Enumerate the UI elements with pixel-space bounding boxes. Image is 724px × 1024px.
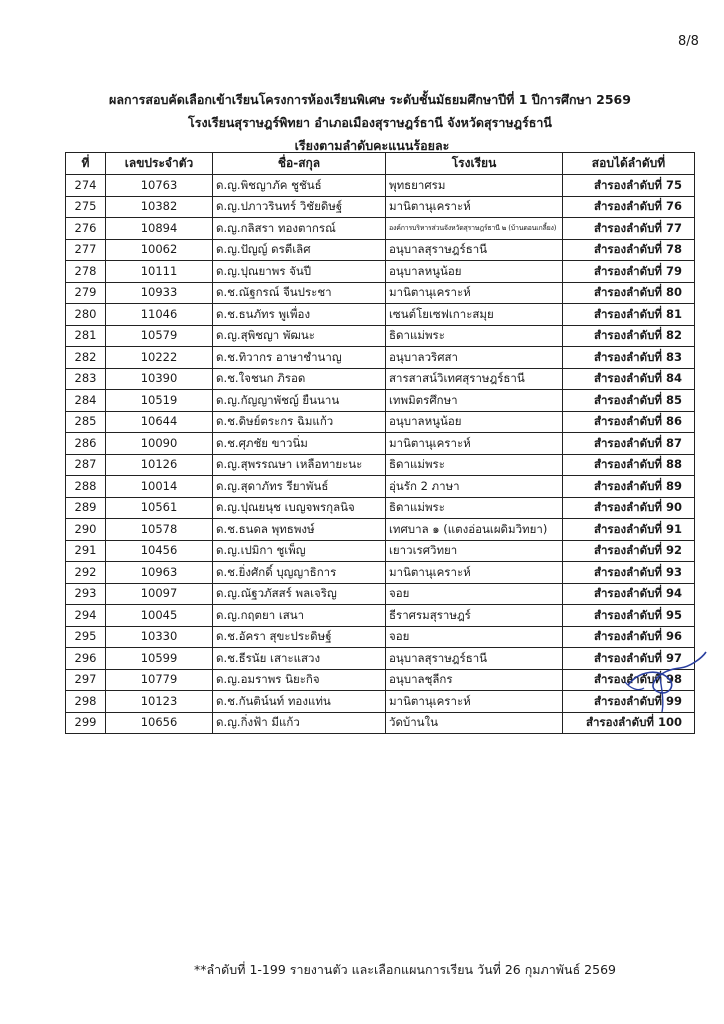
row-no: 299 (66, 712, 106, 734)
row-school: อนุบาลสุราษฎร์ธานี (386, 648, 563, 670)
row-rank: สำรองลำดับที่ 97 (563, 648, 695, 670)
row-student-name: ด.ช.อัครา สุขะประดิษฐ์ (213, 626, 386, 648)
row-student-id: 10014 (106, 476, 213, 498)
row-no: 285 (66, 411, 106, 433)
row-student-name: ด.ญ.กฤตยา เสนา (213, 605, 386, 627)
table-row (66, 648, 695, 670)
row-school: มานิตานุเคราะห์ (386, 196, 563, 218)
row-student-name: ด.ช.ธนภัทร พูเพื่อง (213, 304, 386, 326)
row-school: เทศบาล ๑ (แตงอ่อนเผดิมวิทยา) (386, 519, 563, 541)
row-school: อนุบาลหนูน้อย (386, 411, 563, 433)
row-student-name: ด.ช.ยิ่งศักดิ์ บุญญาธิการ (213, 562, 386, 584)
row-student-name: ด.ญ.ปัญญ์ ดรตีเลิศ (213, 239, 386, 261)
row-rank: สำรองลำดับที่ 90 (563, 497, 695, 519)
table-row (66, 712, 695, 734)
row-student-name: ด.ช.ธนดล พุทธพงษ์ (213, 519, 386, 541)
row-no: 283 (66, 368, 106, 390)
footnote: **ลำดับที่ 1-199 รายงานตัว และเลือกแผนการเรียน วันที่ 26 กุมภาพันธ์ 2569 (194, 962, 616, 977)
document-title: ผลการสอบคัดเลือกเข้าเรียนโครงการห้องเรียนพิเศษ ระดับชั้นมัธยมศึกษาปีที่ 1 ปีการศึกษา 2569 (109, 92, 631, 107)
table-header-row (66, 153, 695, 175)
row-school: มานิตานุเคราะห์ (386, 691, 563, 713)
row-no: 280 (66, 304, 106, 326)
table-row (66, 175, 695, 197)
row-student-name: ด.ญ.ปุณยาพร จันปี (213, 261, 386, 283)
sort-note: เรียงตามลำดับคะแนนร้อยละ (294, 138, 450, 153)
row-student-name: ด.ช.ศุภชัย ขาวนิ่ม (213, 433, 386, 455)
table-row (66, 626, 695, 648)
row-student-id: 10779 (106, 669, 213, 691)
row-no: 294 (66, 605, 106, 627)
row-school: มานิตานุเคราะห์ (386, 562, 563, 584)
row-no: 278 (66, 261, 106, 283)
row-student-name: ด.ญ.พิชญาภัค ชูชันธ์ (213, 175, 386, 197)
row-student-name: ด.ญ.เปมิกา ชูเพ็ญ (213, 540, 386, 562)
row-rank: สำรองลำดับที่ 82 (563, 325, 695, 347)
row-student-name: ด.ญ.สุพิชญา พัฒนะ (213, 325, 386, 347)
row-school: จอย (386, 626, 563, 648)
row-student-name: ด.ญ.กลิสรา ทองตากรณ์ (213, 218, 386, 240)
table-row (66, 282, 695, 304)
row-school: อนุบาลสุราษฎร์ธานี (386, 239, 563, 261)
row-school: ธิดาแม่พระ (386, 454, 563, 476)
row-student-name: ด.ช.ทิวากร อาษาชำนาญ (213, 347, 386, 369)
row-student-id: 10644 (106, 411, 213, 433)
row-school: เซนต์โยเซฟเกาะสมุย (386, 304, 563, 326)
row-student-id: 10126 (106, 454, 213, 476)
row-no: 288 (66, 476, 106, 498)
table-row (66, 669, 695, 691)
table-row (66, 583, 695, 605)
row-no: 275 (66, 196, 106, 218)
table-row (66, 218, 695, 240)
row-rank: สำรองลำดับที่ 96 (563, 626, 695, 648)
col-header-id: เลขประจำตัว (106, 153, 213, 175)
school-name: โรงเรียนสุราษฎร์พิทยา อำเภอเมืองสุราษฎร์ธานี จังหวัดสุราษฎร์ธานี (188, 115, 552, 130)
row-student-name: ด.ช.กันติน์นท์ ทองแท่น (213, 691, 386, 713)
row-school: อนุบาลชุลีกร (386, 669, 563, 691)
results-table (65, 152, 695, 734)
row-student-id: 10382 (106, 196, 213, 218)
row-rank: สำรองลำดับที่ 100 (563, 712, 695, 734)
row-no: 298 (66, 691, 106, 713)
row-student-name: ด.ญ.ปุณยนุช เบญจพรกุลนิจ (213, 497, 386, 519)
table-row (66, 196, 695, 218)
row-student-id: 10763 (106, 175, 213, 197)
row-school: องค์การบริหารส่วนจังหวัดสุราษฎร์ธานี ๒ (บ้านดอนเกลี้ยง) (386, 218, 563, 240)
row-rank: สำรองลำดับที่ 85 (563, 390, 695, 412)
table-row (66, 562, 695, 584)
row-school: ธิดาแม่พระ (386, 325, 563, 347)
row-student-id: 10519 (106, 390, 213, 412)
row-rank: สำรองลำดับที่ 83 (563, 347, 695, 369)
row-student-id: 10330 (106, 626, 213, 648)
table-row (66, 390, 695, 412)
table-row (66, 519, 695, 541)
row-student-id: 10123 (106, 691, 213, 713)
page-number: 8/8 (678, 34, 699, 49)
row-student-id: 10111 (106, 261, 213, 283)
row-no: 281 (66, 325, 106, 347)
row-no: 279 (66, 282, 106, 304)
table-row (66, 347, 695, 369)
row-no: 286 (66, 433, 106, 455)
table-row (66, 304, 695, 326)
col-header-name: ชื่อ-สกุล (213, 153, 386, 175)
row-student-id: 10222 (106, 347, 213, 369)
table-row (66, 368, 695, 390)
row-student-id: 10062 (106, 239, 213, 261)
row-school: เทพมิตรศึกษา (386, 390, 563, 412)
row-no: 289 (66, 497, 106, 519)
table-row (66, 411, 695, 433)
row-rank: สำรองลำดับที่ 88 (563, 454, 695, 476)
row-rank: สำรองลำดับที่ 94 (563, 583, 695, 605)
table-row (66, 454, 695, 476)
row-school: ธิดาแม่พระ (386, 497, 563, 519)
row-rank: สำรองลำดับที่ 89 (563, 476, 695, 498)
col-header-no: ที่ (66, 153, 106, 175)
table-row (66, 325, 695, 347)
row-school: อุ่นรัก 2 ภาษา (386, 476, 563, 498)
row-student-name: ด.ญ.กัญญาพัชญ์ ยืนนาน (213, 390, 386, 412)
row-student-id: 10097 (106, 583, 213, 605)
row-student-id: 10090 (106, 433, 213, 455)
row-student-id: 10045 (106, 605, 213, 627)
row-no: 274 (66, 175, 106, 197)
row-student-id: 10456 (106, 540, 213, 562)
table-row (66, 433, 695, 455)
row-student-name: ด.ช.ธีรนัย เสาะแสวง (213, 648, 386, 670)
row-school: เยาวเรศวิทยา (386, 540, 563, 562)
row-no: 295 (66, 626, 106, 648)
row-rank: สำรองลำดับที่ 87 (563, 433, 695, 455)
row-no: 291 (66, 540, 106, 562)
signature-mark (620, 640, 710, 720)
col-header-school: โรงเรียน (386, 153, 563, 175)
row-school: สารสาสน์วิเทศสุราษฎร์ธานี (386, 368, 563, 390)
row-student-name: ด.ช.ดิษย์ตระกร ฉิมแก้ว (213, 411, 386, 433)
row-student-id: 10963 (106, 562, 213, 584)
row-rank: สำรองลำดับที่ 80 (563, 282, 695, 304)
row-student-name: ด.ญ.ปภาวรินทร์ วิชัยดิษฐ์ (213, 196, 386, 218)
table-row (66, 239, 695, 261)
row-school: จอย (386, 583, 563, 605)
row-rank: สำรองลำดับที่ 99 (563, 691, 695, 713)
row-no: 290 (66, 519, 106, 541)
row-no: 276 (66, 218, 106, 240)
row-student-name: ด.ญ.สุพรรณษา เหลือทายะนะ (213, 454, 386, 476)
row-rank: สำรองลำดับที่ 91 (563, 519, 695, 541)
row-rank: สำรองลำดับที่ 98 (563, 669, 695, 691)
row-no: 284 (66, 390, 106, 412)
row-student-id: 10561 (106, 497, 213, 519)
row-student-id: 10933 (106, 282, 213, 304)
row-student-name: ด.ช.ณัฐกรณ์ จีนประชา (213, 282, 386, 304)
row-student-name: ด.ช.ใจชนก ภิรอด (213, 368, 386, 390)
row-rank: สำรองลำดับที่ 79 (563, 261, 695, 283)
table-row (66, 261, 695, 283)
row-student-id: 10894 (106, 218, 213, 240)
row-rank: สำรองลำดับที่ 76 (563, 196, 695, 218)
table-row (66, 540, 695, 562)
row-no: 287 (66, 454, 106, 476)
table-row (66, 476, 695, 498)
row-school: มานิตานุเคราะห์ (386, 433, 563, 455)
row-rank: สำรองลำดับที่ 77 (563, 218, 695, 240)
table-row (66, 691, 695, 713)
row-rank: สำรองลำดับที่ 75 (563, 175, 695, 197)
row-no: 282 (66, 347, 106, 369)
row-student-name: ด.ญ.ณัฐวภัสสร์ พลเจริญ (213, 583, 386, 605)
row-no: 296 (66, 648, 106, 670)
row-school: พุทธยาศรม (386, 175, 563, 197)
row-rank: สำรองลำดับที่ 86 (563, 411, 695, 433)
row-no: 292 (66, 562, 106, 584)
row-school: วัดบ้านใน (386, 712, 563, 734)
table-row (66, 605, 695, 627)
row-rank: สำรองลำดับที่ 81 (563, 304, 695, 326)
row-no: 293 (66, 583, 106, 605)
row-student-name: ด.ญ.สุดาภัทร รียาพันธ์ (213, 476, 386, 498)
row-student-name: ด.ญ.อมราพร นิยะกิจ (213, 669, 386, 691)
row-school: ธีราศรมสุราษฎร์ (386, 605, 563, 627)
col-header-rank: สอบได้ลำดับที่ (563, 153, 695, 175)
row-rank: สำรองลำดับที่ 78 (563, 239, 695, 261)
table-row (66, 497, 695, 519)
row-school: มานิตานุเคราะห์ (386, 282, 563, 304)
row-rank: สำรองลำดับที่ 92 (563, 540, 695, 562)
row-rank: สำรองลำดับที่ 84 (563, 368, 695, 390)
row-rank: สำรองลำดับที่ 93 (563, 562, 695, 584)
row-no: 277 (66, 239, 106, 261)
row-student-id: 10390 (106, 368, 213, 390)
row-student-id: 10578 (106, 519, 213, 541)
row-student-id: 10656 (106, 712, 213, 734)
row-rank: สำรองลำดับที่ 95 (563, 605, 695, 627)
row-student-id: 10579 (106, 325, 213, 347)
row-school: อนุบาลหนูน้อย (386, 261, 563, 283)
row-no: 297 (66, 669, 106, 691)
row-student-name: ด.ญ.กิ่งฟ้า มีแก้ว (213, 712, 386, 734)
row-student-id: 11046 (106, 304, 213, 326)
row-school: อนุบาลวริศสา (386, 347, 563, 369)
row-student-id: 10599 (106, 648, 213, 670)
